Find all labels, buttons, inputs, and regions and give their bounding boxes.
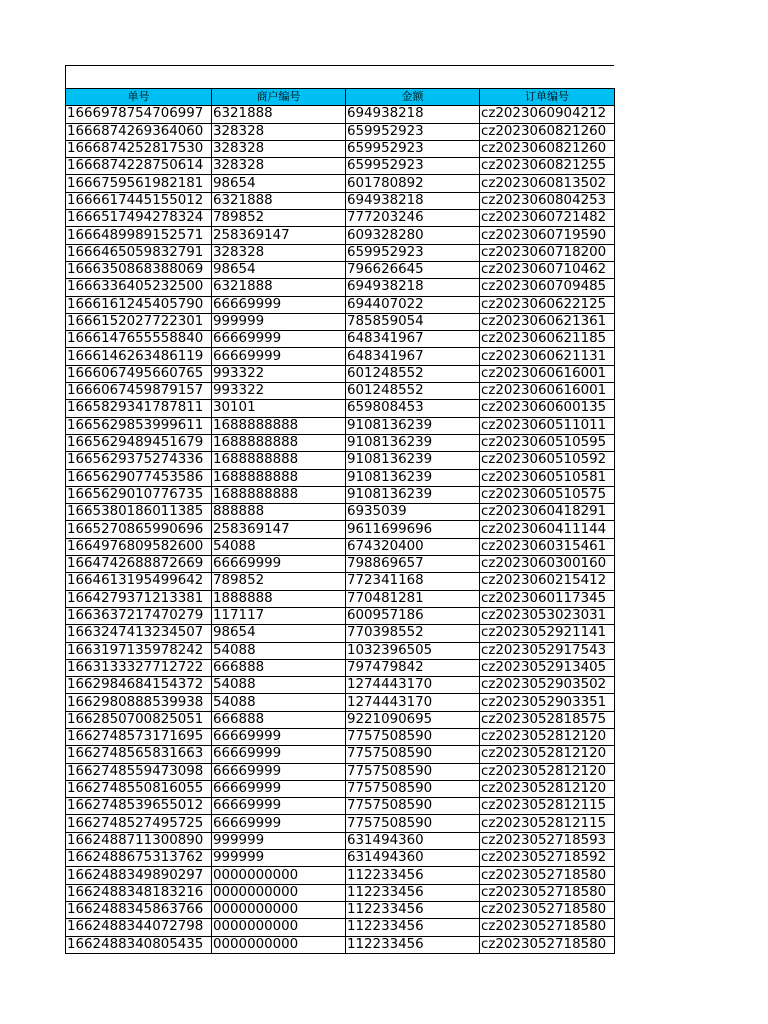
table-row: [66, 279, 615, 296]
cell-order-no[interactable]: 1663637217470279: [66, 607, 212, 624]
cell-order-id[interactable]: cz2023060600135: [480, 400, 615, 417]
cell-merchant-id[interactable]: 30101: [212, 400, 346, 417]
cell-order-id[interactable]: cz2023052718592: [480, 850, 615, 867]
cell-amount[interactable]: 659952923: [346, 158, 480, 175]
cell-order-id[interactable]: cz2023060821255: [480, 158, 615, 175]
cell-order-id[interactable]: cz2023052718580: [480, 867, 615, 884]
cell-order-no[interactable]: 1666465059832791: [66, 244, 212, 261]
cell-amount[interactable]: 9108136239: [346, 486, 480, 503]
table-row: [66, 642, 615, 659]
cell-order-id[interactable]: cz2023060215412: [480, 573, 615, 590]
table-row: [66, 486, 615, 503]
cell-order-id[interactable]: cz2023060821260: [480, 140, 615, 157]
table-row: [66, 694, 615, 711]
table-row: [66, 521, 615, 538]
cell-merchant-id[interactable]: 66669999: [212, 815, 346, 832]
table-row: [66, 296, 615, 313]
cell-order-id[interactable]: cz2023060510592: [480, 452, 615, 469]
header-cell-order-no: 单号: [66, 89, 212, 106]
data-table: [65, 88, 615, 954]
cell-order-id[interactable]: cz2023052812120: [480, 728, 615, 745]
table-row: [66, 936, 615, 953]
cell-order-no[interactable]: 1662488711300890: [66, 832, 212, 849]
cell-order-no[interactable]: 1662748573171695: [66, 728, 212, 745]
cell-order-id[interactable]: cz2023060718200: [480, 244, 615, 261]
cell-order-id[interactable]: cz2023060710462: [480, 261, 615, 278]
cell-merchant-id[interactable]: 999999: [212, 850, 346, 867]
cell-order-id[interactable]: cz2023052812120: [480, 746, 615, 763]
table-row: [66, 348, 615, 365]
cell-amount[interactable]: 770398552: [346, 625, 480, 642]
cell-order-no[interactable]: 1664279371213381: [66, 590, 212, 607]
cell-merchant-id[interactable]: 66669999: [212, 331, 346, 348]
cell-order-id[interactable]: cz2023052913405: [480, 659, 615, 676]
cell-order-no[interactable]: 1664613195499642: [66, 573, 212, 590]
table-row: [66, 400, 615, 417]
cell-merchant-id[interactable]: 66669999: [212, 798, 346, 815]
cell-merchant-id[interactable]: 328328: [212, 158, 346, 175]
cell-merchant-id[interactable]: 993322: [212, 383, 346, 400]
cell-order-no[interactable]: 1662748539655012: [66, 798, 212, 815]
cell-amount[interactable]: 601780892: [346, 175, 480, 192]
cell-order-no[interactable]: 1662748550816055: [66, 780, 212, 797]
table-row: [66, 590, 615, 607]
table-row: [66, 677, 615, 694]
cell-order-id[interactable]: cz2023052917543: [480, 642, 615, 659]
cell-amount[interactable]: 609328280: [346, 227, 480, 244]
table-row: [66, 763, 615, 780]
table-row: [66, 504, 615, 521]
cell-merchant-id[interactable]: 66669999: [212, 780, 346, 797]
cell-order-id[interactable]: cz2023060411144: [480, 521, 615, 538]
cell-order-no[interactable]: 1666161245405790: [66, 296, 212, 313]
cell-merchant-id[interactable]: 328328: [212, 140, 346, 157]
cell-order-no[interactable]: 1666874228750614: [66, 158, 212, 175]
cell-amount[interactable]: 9221090695: [346, 711, 480, 728]
cell-order-id[interactable]: cz2023060621131: [480, 348, 615, 365]
cell-order-id[interactable]: cz2023060418291: [480, 504, 615, 521]
cell-order-no[interactable]: 1666146263486119: [66, 348, 212, 365]
cell-order-no[interactable]: 1666067459879157: [66, 383, 212, 400]
cell-merchant-id[interactable]: 0000000000: [212, 867, 346, 884]
cell-amount[interactable]: 674320400: [346, 538, 480, 555]
cell-order-id[interactable]: cz2023052903502: [480, 677, 615, 694]
cell-order-id[interactable]: cz2023060719590: [480, 227, 615, 244]
cell-merchant-id[interactable]: 0000000000: [212, 901, 346, 918]
cell-merchant-id[interactable]: 54088: [212, 694, 346, 711]
table-row: [66, 261, 615, 278]
cell-order-no[interactable]: 1662850700825051: [66, 711, 212, 728]
cell-merchant-id[interactable]: 328328: [212, 123, 346, 140]
cell-order-no[interactable]: 1662488340805435: [66, 936, 212, 953]
cell-order-id[interactable]: cz2023060300160: [480, 556, 615, 573]
cell-order-id[interactable]: cz2023060622125: [480, 296, 615, 313]
cell-amount[interactable]: 777203246: [346, 210, 480, 227]
cell-order-id[interactable]: cz2023053023031: [480, 607, 615, 624]
cell-order-no[interactable]: 1662488349890297: [66, 867, 212, 884]
cell-merchant-id[interactable]: 98654: [212, 175, 346, 192]
cell-merchant-id[interactable]: 66669999: [212, 348, 346, 365]
cell-amount[interactable]: 112233456: [346, 901, 480, 918]
cell-merchant-id[interactable]: 0000000000: [212, 936, 346, 953]
cell-amount[interactable]: 796626645: [346, 261, 480, 278]
cell-order-id[interactable]: cz2023060621185: [480, 331, 615, 348]
cell-order-id[interactable]: cz2023052718580: [480, 936, 615, 953]
cell-amount[interactable]: 785859054: [346, 313, 480, 330]
cell-order-id[interactable]: cz2023060510595: [480, 434, 615, 451]
cell-amount[interactable]: 659952923: [346, 123, 480, 140]
table-row: [66, 192, 615, 209]
cell-order-no[interactable]: 1663197135978242: [66, 642, 212, 659]
cell-order-no[interactable]: 1665629489451679: [66, 434, 212, 451]
cell-amount[interactable]: 9108136239: [346, 452, 480, 469]
cell-order-no[interactable]: 1666759561982181: [66, 175, 212, 192]
cell-order-no[interactable]: 1666517494278324: [66, 210, 212, 227]
table-row: [66, 365, 615, 382]
cell-merchant-id[interactable]: 1888888: [212, 590, 346, 607]
cell-order-id[interactable]: cz2023052718580: [480, 901, 615, 918]
cell-order-id[interactable]: cz2023060821260: [480, 123, 615, 140]
cell-amount[interactable]: 1032396505: [346, 642, 480, 659]
cell-amount[interactable]: 694938218: [346, 279, 480, 296]
cell-order-id[interactable]: cz2023060616001: [480, 383, 615, 400]
table-row: [66, 746, 615, 763]
cell-merchant-id[interactable]: 999999: [212, 313, 346, 330]
cell-amount[interactable]: 9611699696: [346, 521, 480, 538]
cell-merchant-id[interactable]: 666888: [212, 711, 346, 728]
cell-merchant-id[interactable]: 54088: [212, 642, 346, 659]
cell-order-no[interactable]: 1666067495660765: [66, 365, 212, 382]
cell-merchant-id[interactable]: 117117: [212, 607, 346, 624]
table-row: [66, 884, 615, 901]
cell-order-id[interactable]: cz2023060510575: [480, 486, 615, 503]
cell-order-no[interactable]: 1662748559473098: [66, 763, 212, 780]
cell-order-id[interactable]: cz2023060511011: [480, 417, 615, 434]
table-row: [66, 850, 615, 867]
cell-amount[interactable]: 7757508590: [346, 798, 480, 815]
cell-order-id[interactable]: cz2023052812115: [480, 815, 615, 832]
cell-amount[interactable]: 112233456: [346, 936, 480, 953]
table-row: [66, 210, 615, 227]
cell-amount[interactable]: 9108136239: [346, 417, 480, 434]
cell-order-no[interactable]: 1662748565831663: [66, 746, 212, 763]
cell-order-id[interactable]: cz2023052718580: [480, 919, 615, 936]
cell-amount[interactable]: 600957186: [346, 607, 480, 624]
cell-order-no[interactable]: 1662980888539938: [66, 694, 212, 711]
cell-amount[interactable]: 772341168: [346, 573, 480, 590]
table-row: [66, 867, 615, 884]
cell-amount[interactable]: 659808453: [346, 400, 480, 417]
cell-amount[interactable]: 770481281: [346, 590, 480, 607]
cell-order-no[interactable]: 1663247413234507: [66, 625, 212, 642]
cell-merchant-id[interactable]: 1688888888: [212, 452, 346, 469]
cell-order-id[interactable]: cz2023052812120: [480, 780, 615, 797]
table-row: [66, 659, 615, 676]
title-row: [65, 65, 614, 88]
cell-order-id[interactable]: cz2023060510581: [480, 469, 615, 486]
cell-order-id[interactable]: cz2023052818575: [480, 711, 615, 728]
cell-merchant-id[interactable]: 66669999: [212, 556, 346, 573]
cell-merchant-id[interactable]: 66669999: [212, 763, 346, 780]
cell-merchant-id[interactable]: 98654: [212, 625, 346, 642]
table-row: [66, 711, 615, 728]
cell-merchant-id[interactable]: 1688888888: [212, 469, 346, 486]
cell-amount[interactable]: 601248552: [346, 365, 480, 382]
cell-order-id[interactable]: cz2023060813502: [480, 175, 615, 192]
table-row: [66, 728, 615, 745]
cell-merchant-id[interactable]: 993322: [212, 365, 346, 382]
cell-order-no[interactable]: 1664742688872669: [66, 556, 212, 573]
cell-order-no[interactable]: 1662488344072798: [66, 919, 212, 936]
cell-order-id[interactable]: cz2023060904212: [480, 106, 615, 123]
cell-amount[interactable]: 694938218: [346, 192, 480, 209]
cell-amount[interactable]: 694938218: [346, 106, 480, 123]
header-cell-order-id: 订单编号: [480, 89, 615, 106]
cell-merchant-id[interactable]: 666888: [212, 659, 346, 676]
cell-merchant-id[interactable]: 888888: [212, 504, 346, 521]
table-row: [66, 919, 615, 936]
table-row: [66, 573, 615, 590]
cell-order-no[interactable]: 1666336405232500: [66, 279, 212, 296]
table-row: [66, 175, 615, 192]
table-row: [66, 469, 615, 486]
cell-order-no[interactable]: 1665629077453586: [66, 469, 212, 486]
cell-order-no[interactable]: 1666978754706997: [66, 106, 212, 123]
cell-order-no[interactable]: 1665629375274336: [66, 452, 212, 469]
cell-merchant-id[interactable]: 66669999: [212, 296, 346, 313]
cell-order-no[interactable]: 1662488675313762: [66, 850, 212, 867]
table-row: [66, 227, 615, 244]
cell-amount[interactable]: 7757508590: [346, 780, 480, 797]
cell-merchant-id[interactable]: 66669999: [212, 728, 346, 745]
cell-merchant-id[interactable]: 1688888888: [212, 434, 346, 451]
cell-order-no[interactable]: 1666874269364060: [66, 123, 212, 140]
cell-order-no[interactable]: 1662488345863766: [66, 901, 212, 918]
cell-order-no[interactable]: 1666617445155012: [66, 192, 212, 209]
table-row: [66, 417, 615, 434]
table-row: [66, 244, 615, 261]
table-row: [66, 901, 615, 918]
cell-order-id[interactable]: cz2023060315461: [480, 538, 615, 555]
table-row: [66, 123, 615, 140]
cell-order-no[interactable]: 1665629010776735: [66, 486, 212, 503]
cell-amount[interactable]: 648341967: [346, 348, 480, 365]
cell-merchant-id[interactable]: 0000000000: [212, 919, 346, 936]
cell-order-id[interactable]: cz2023052903351: [480, 694, 615, 711]
table-row: [66, 106, 615, 123]
cell-order-no[interactable]: 1666152027722301: [66, 313, 212, 330]
cell-merchant-id[interactable]: 98654: [212, 261, 346, 278]
cell-order-no[interactable]: 1663133327712722: [66, 659, 212, 676]
cell-amount[interactable]: 7757508590: [346, 763, 480, 780]
cell-amount[interactable]: 601248552: [346, 383, 480, 400]
header-cell-amount: 金额: [346, 89, 480, 106]
header-cell-merchant-id: 商户编号: [212, 89, 346, 106]
cell-order-no[interactable]: 1662984684154372: [66, 677, 212, 694]
cell-amount[interactable]: 112233456: [346, 884, 480, 901]
cell-merchant-id[interactable]: 0000000000: [212, 884, 346, 901]
cell-merchant-id[interactable]: 54088: [212, 677, 346, 694]
table-row: [66, 538, 615, 555]
cell-amount[interactable]: 798869657: [346, 556, 480, 573]
table-row: [66, 607, 615, 624]
cell-order-no[interactable]: 1665270865990696: [66, 521, 212, 538]
cell-order-id[interactable]: cz2023052718593: [480, 832, 615, 849]
cell-amount[interactable]: 6935039: [346, 504, 480, 521]
cell-merchant-id[interactable]: 6321888: [212, 106, 346, 123]
header-row: [66, 89, 615, 106]
cell-order-id[interactable]: cz2023052812120: [480, 763, 615, 780]
cell-order-no[interactable]: 1666874252817530: [66, 140, 212, 157]
cell-order-id[interactable]: cz2023052812115: [480, 798, 615, 815]
cell-order-id[interactable]: cz2023052921141: [480, 625, 615, 642]
cell-amount[interactable]: 648341967: [346, 331, 480, 348]
cell-order-id[interactable]: cz2023060721482: [480, 210, 615, 227]
cell-amount[interactable]: 694407022: [346, 296, 480, 313]
cell-order-no[interactable]: 1665629853999611: [66, 417, 212, 434]
table-row: [66, 331, 615, 348]
table-row: [66, 780, 615, 797]
table-row: [66, 434, 615, 451]
cell-order-id[interactable]: cz2023060117345: [480, 590, 615, 607]
table-row: [66, 158, 615, 175]
table-row: [66, 815, 615, 832]
cell-merchant-id[interactable]: 789852: [212, 210, 346, 227]
cell-amount[interactable]: 631494360: [346, 850, 480, 867]
cell-merchant-id[interactable]: 54088: [212, 538, 346, 555]
cell-order-no[interactable]: 1662488348183216: [66, 884, 212, 901]
cell-merchant-id[interactable]: 1688888888: [212, 486, 346, 503]
table-row: [66, 383, 615, 400]
cell-order-id[interactable]: cz2023052718580: [480, 884, 615, 901]
table-row: [66, 556, 615, 573]
cell-merchant-id[interactable]: 258369147: [212, 521, 346, 538]
table-row: [66, 625, 615, 642]
cell-merchant-id[interactable]: 6321888: [212, 192, 346, 209]
cell-amount[interactable]: 1274443170: [346, 677, 480, 694]
cell-order-no[interactable]: 1662748527495725: [66, 815, 212, 832]
cell-merchant-id[interactable]: 258369147: [212, 227, 346, 244]
table-row: [66, 798, 615, 815]
table-row: [66, 313, 615, 330]
cell-amount[interactable]: 112233456: [346, 919, 480, 936]
cell-order-id[interactable]: cz2023060804253: [480, 192, 615, 209]
cell-merchant-id[interactable]: 1688888888: [212, 417, 346, 434]
cell-merchant-id[interactable]: 789852: [212, 573, 346, 590]
cell-amount[interactable]: 9108136239: [346, 434, 480, 451]
cell-order-no[interactable]: 1666350868388069: [66, 261, 212, 278]
cell-order-id[interactable]: cz2023060621361: [480, 313, 615, 330]
cell-order-no[interactable]: 1666489989152571: [66, 227, 212, 244]
cell-merchant-id[interactable]: 66669999: [212, 746, 346, 763]
table-row: [66, 452, 615, 469]
cell-amount[interactable]: 7757508590: [346, 815, 480, 832]
cell-order-no[interactable]: 1664976809582600: [66, 538, 212, 555]
cell-amount[interactable]: 7757508590: [346, 728, 480, 745]
table-body: [66, 106, 615, 954]
cell-merchant-id[interactable]: 6321888: [212, 279, 346, 296]
cell-order-no[interactable]: 1666147655558840: [66, 331, 212, 348]
cell-amount[interactable]: 797479842: [346, 659, 480, 676]
cell-amount[interactable]: 1274443170: [346, 694, 480, 711]
cell-order-no[interactable]: 1665380186011385: [66, 504, 212, 521]
cell-amount[interactable]: 7757508590: [346, 746, 480, 763]
table-row: [66, 140, 615, 157]
table-row: [66, 832, 615, 849]
cell-amount[interactable]: 659952923: [346, 244, 480, 261]
cell-order-id[interactable]: cz2023060709485: [480, 279, 615, 296]
cell-merchant-id[interactable]: 328328: [212, 244, 346, 261]
cell-amount[interactable]: 112233456: [346, 867, 480, 884]
cell-order-no[interactable]: 1665829341787811: [66, 400, 212, 417]
cell-amount[interactable]: 659952923: [346, 140, 480, 157]
cell-amount[interactable]: 9108136239: [346, 469, 480, 486]
cell-merchant-id[interactable]: 999999: [212, 832, 346, 849]
cell-amount[interactable]: 631494360: [346, 832, 480, 849]
cell-order-id[interactable]: cz2023060616001: [480, 365, 615, 382]
